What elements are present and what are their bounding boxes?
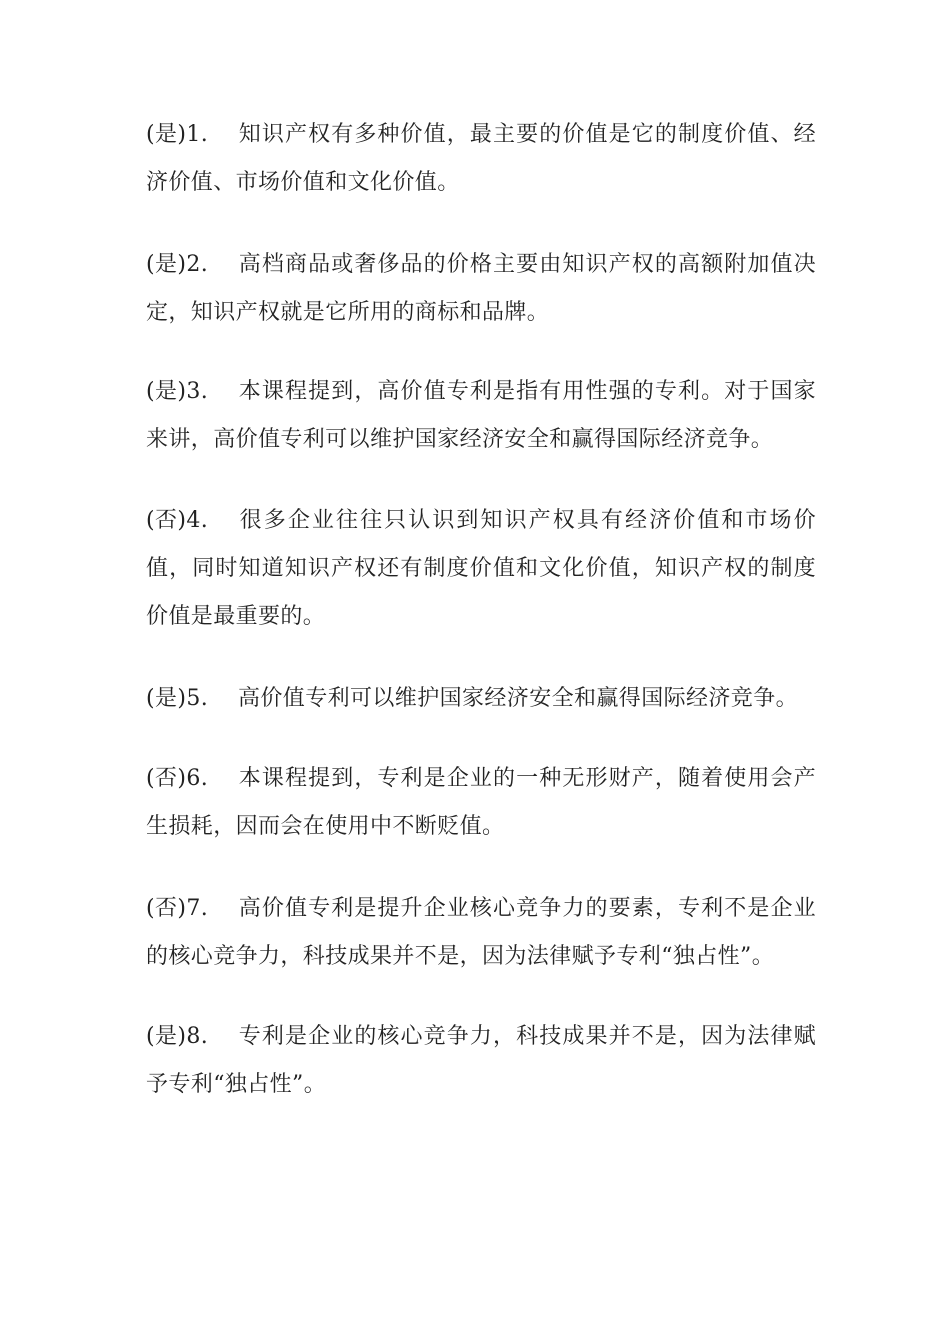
list-item — [146, 755, 816, 851]
item-number: 1. — [186, 122, 209, 147]
item-number: 3. — [186, 379, 209, 404]
item-text: 高价值专利可以维护国家经济安全和赢得国际经济竞争。 — [238, 686, 799, 711]
item-number: 4. — [186, 508, 209, 533]
item-text: 很多企业往往只认识到知识产权具有经济价值和市场价值，同时知道知识产权还有制度价值和文化价值，知识产权的制度价值是最重要的。 — [146, 508, 816, 629]
item-text: 高档商品或奢侈品的价格主要由知识产权的高额附加值决定，知识产权就是它所用的商标和品牌。 — [146, 252, 816, 325]
item-number: 6. — [186, 766, 209, 791]
item-number: 2. — [186, 252, 209, 277]
item-text: 专利是企业的核心竞争力，科技成果并不是，因为法律赋予专利“独占性”。 — [146, 1024, 816, 1097]
item-text: 本课程提到，高价值专利是指有用性强的专利。对于国家来讲，高价值专利可以维护国家经济安全和赢得国际经济竞争。 — [146, 379, 816, 452]
item-number: 7. — [186, 896, 209, 921]
list-item — [146, 111, 816, 207]
answer-mark: (否) — [146, 508, 187, 533]
answer-mark: (是) — [146, 252, 187, 277]
item-number: 5. — [186, 686, 209, 711]
list-item — [146, 675, 816, 723]
list-item — [146, 885, 816, 981]
item-text: 本课程提到，专利是企业的一种无形财产，随着使用会产生损耗，因而会在使用中不断贬值。 — [146, 766, 816, 839]
list-item — [146, 368, 816, 464]
answer-mark: (是) — [146, 122, 187, 147]
item-text: 知识产权有多种价值，最主要的价值是它的制度价值、经济价值、市场价值和文化价值。 — [146, 122, 816, 195]
list-item — [146, 1013, 816, 1109]
list-item — [146, 497, 816, 641]
answer-mark: (是) — [146, 1024, 187, 1049]
item-text: 高价值专利是提升企业核心竞争力的要素，专利不是企业的核心竞争力，科技成果并不是，因为法律赋予专利“独占性”。 — [146, 896, 816, 969]
answer-mark: (否) — [146, 896, 187, 921]
list-item — [146, 241, 816, 337]
answer-mark: (是) — [146, 379, 187, 404]
answer-mark: (是) — [146, 686, 187, 711]
item-number: 8. — [186, 1024, 209, 1049]
answer-mark: (否) — [146, 766, 187, 791]
